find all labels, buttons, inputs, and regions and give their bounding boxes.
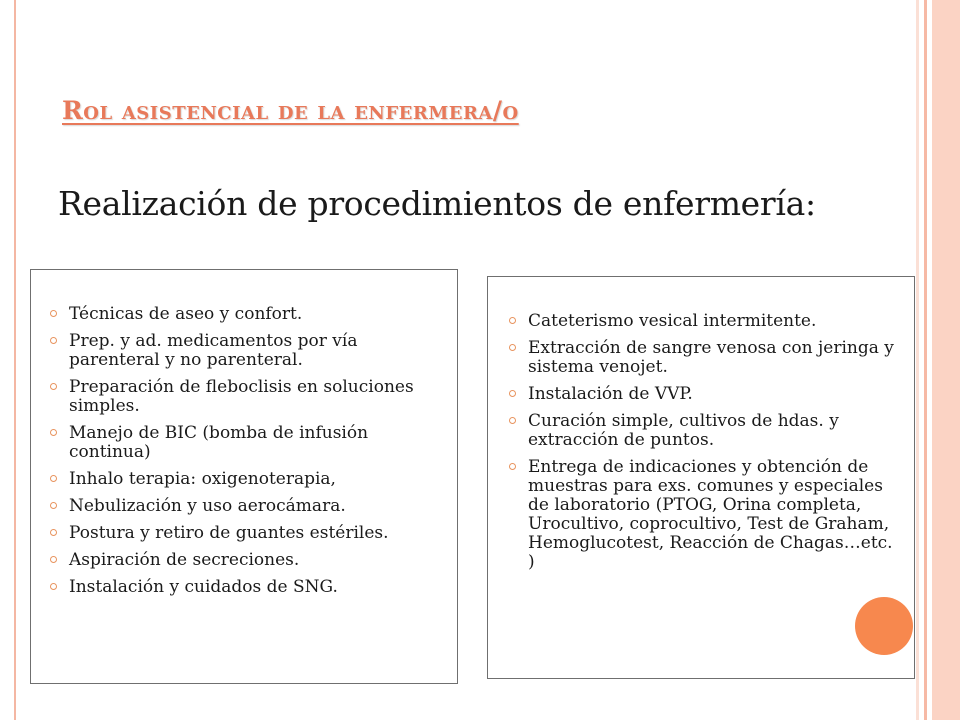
bullet-icon (509, 317, 516, 324)
list-item (508, 458, 904, 572)
list-item (49, 332, 447, 370)
bullet-icon (509, 344, 516, 351)
list-item-text: Instalación de VVP. (528, 384, 693, 404)
slide-title: Rol asistencial de la enfermera/o (62, 96, 519, 125)
slide-subtitle: Realización de procedimientos de enfermería: (58, 184, 816, 223)
list-item (508, 412, 904, 450)
list-item-text: Nebulización y uso aerocámara. (69, 496, 346, 516)
bullet-icon (50, 556, 57, 563)
right-procedures-box (487, 276, 915, 679)
list-item-text: Prep. y ad. medicamentos por vía parenteral y no parenteral. (69, 331, 358, 370)
bullet-icon (50, 310, 57, 317)
list-item-text: Extracción de sangre venosa con jeringa y sistema venojet. (528, 338, 894, 377)
bullet-icon (50, 429, 57, 436)
list-item (49, 524, 447, 543)
bullet-icon (50, 337, 57, 344)
list-item (49, 378, 447, 416)
list-item-text: Curación simple, cultivos de hdas. y extracción de puntos. (528, 411, 839, 450)
orange-circle-icon (855, 597, 913, 655)
list-item (49, 424, 447, 462)
list-item-text: Aspiración de secreciones. (69, 550, 300, 570)
bullet-icon (50, 383, 57, 390)
list-item-text: Técnicas de aseo y confort. (69, 304, 303, 324)
list-item (49, 497, 447, 516)
list-item-text: Manejo de BIC (bomba de infusión continua) (69, 423, 369, 462)
list-item-text: Entrega de indicaciones y obtención de muestras para exs. comunes y especiales de laboratorio (PTOG, Orina completa, Urocultivo, coprocultivo, Test de Graham, Hemoglucotest, Reacción de Chagas…etc. ) (528, 457, 893, 572)
bullet-icon (50, 583, 57, 590)
list-item (508, 312, 904, 331)
bullet-icon (50, 529, 57, 536)
right-border-band (916, 0, 960, 720)
right-procedures-list (508, 312, 904, 572)
bullet-icon (50, 502, 57, 509)
left-border-stripe (14, 0, 16, 720)
list-item-text: Postura y retiro de guantes estériles. (69, 523, 389, 543)
list-item (49, 551, 447, 570)
bullet-icon (509, 417, 516, 424)
list-item-text: Instalación y cuidados de SNG. (69, 577, 338, 597)
list-item-text: Preparación de fleboclisis en soluciones simples. (69, 377, 414, 416)
list-item (49, 305, 447, 324)
list-item-text: Inhalo terapia: oxigenoterapia, (69, 469, 336, 489)
list-item (508, 385, 904, 404)
bullet-icon (509, 463, 516, 470)
list-item (49, 578, 447, 597)
list-item (508, 339, 904, 377)
list-item (49, 470, 447, 489)
bullet-icon (509, 390, 516, 397)
left-procedures-list (49, 305, 447, 597)
list-item-text: Cateterismo vesical intermitente. (528, 311, 817, 331)
left-procedures-box (30, 269, 458, 684)
bullet-icon (50, 475, 57, 482)
